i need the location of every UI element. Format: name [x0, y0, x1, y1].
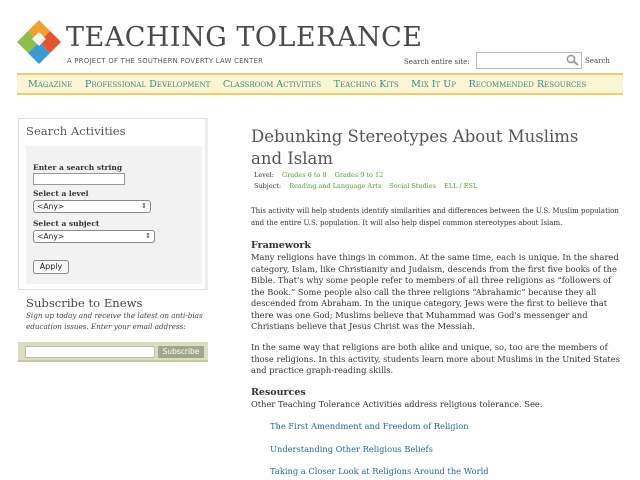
framework-paragraph: In the same way that religions are both alike and unique, so, too are the members of those religions. In this activity, students learn more about Muslims in the United States and practice graph-reading skills. — [251, 342, 620, 375]
nav-professional-development[interactable]: Professional Development — [84, 78, 211, 90]
search-activities-title: Search Activities — [26, 124, 126, 138]
resource-link[interactable]: The First Amendment and Freedom of Religion — [270, 421, 469, 431]
nav-magazine[interactable]: Magazine — [28, 78, 73, 90]
subject-meta — [254, 182, 477, 190]
site-header — [0, 0, 640, 72]
search-string-input[interactable] — [33, 173, 125, 185]
enews-description: Sign up today and receive the latest on anti-bias education issues. Enter your email address: — [26, 311, 203, 331]
resources-intro: Other Teaching Tolerance Activities address religious tolerance. See: — [251, 399, 543, 409]
apply-button[interactable]: Apply — [33, 260, 69, 274]
enews-title: Subscribe to Enews — [26, 296, 143, 310]
level-link[interactable]: Grades 9 to 12 — [334, 171, 384, 179]
subject-label: Select a subject — [33, 219, 100, 228]
framework-heading: Framework — [251, 240, 311, 251]
resources-heading: Resources — [251, 387, 306, 398]
site-subtitle: A PROJECT OF THE SOUTHERN POVERTY LAW CENTER — [67, 57, 264, 65]
search-string-label: Enter a search string — [33, 163, 123, 172]
level-meta-label: Level: — [254, 171, 274, 179]
subject-select-value: <Any> — [37, 232, 65, 241]
resource-link[interactable]: Understanding Other Religious Beliefs — [270, 444, 433, 454]
level-meta — [254, 171, 383, 179]
level-select[interactable] — [33, 200, 151, 213]
subscribe-button[interactable]: Subscribe — [158, 346, 204, 358]
search-button[interactable]: Search — [585, 57, 610, 65]
select-arrows-icon: ⇕ — [141, 202, 147, 210]
article-intro: This activity will help students identify similarities and differences between the U.S. Muslim population and the entire U.S. population. It will also help dispel common stereotypes about Islam. — [251, 207, 619, 227]
level-select-value: <Any> — [37, 202, 65, 211]
page-title: Debunking Stereotypes About Muslims and Islam — [251, 127, 579, 168]
search-icon[interactable] — [566, 54, 580, 66]
framework-paragraph: Many religions have things in common. At the same time, each is unique. In the shared category, Islam, like Christianity and Judaism, descends from the first five books of the Bible. That's why some people refer to members of all three religions as “followers of the Book.” Some people also call the three religions “Abrahamic” because they all descended from Abraham. In the unique category, Jews were the first to believe that there was one God; Muslims believe that Muhammad was God's messenger and Christians believe that Jesus Christ was the Messiah. — [251, 252, 619, 331]
nav-teaching-kits[interactable]: Teaching Kits — [333, 78, 399, 90]
subject-meta-label: Subject: — [254, 182, 282, 190]
main-nav — [17, 73, 623, 95]
site-title[interactable]: TEACHING TOLERANCE — [66, 22, 423, 53]
subject-select[interactable] — [33, 230, 155, 243]
level-link[interactable]: Grades 6 to 8 — [282, 171, 327, 179]
teaching-tolerance-logo-icon[interactable] — [16, 18, 62, 64]
select-arrows-icon: ⇕ — [145, 232, 151, 240]
search-label: Search entire site: — [404, 58, 470, 66]
enews-email-input[interactable] — [25, 346, 155, 358]
nav-mix-it-up[interactable]: Mix It Up — [411, 78, 457, 90]
nav-classroom-activities[interactable]: Classroom Activities — [222, 78, 322, 90]
nav-recommended-resources[interactable]: Recommended Resources — [468, 78, 587, 90]
subject-link[interactable]: Reading and Language Arts — [289, 182, 382, 190]
level-label: Select a level — [33, 189, 89, 198]
resource-link[interactable]: Taking a Closer Look at Religions Around the World — [270, 466, 489, 476]
subject-link[interactable]: Social Studies — [389, 182, 437, 190]
subject-link[interactable]: ELL / ESL — [444, 182, 478, 190]
